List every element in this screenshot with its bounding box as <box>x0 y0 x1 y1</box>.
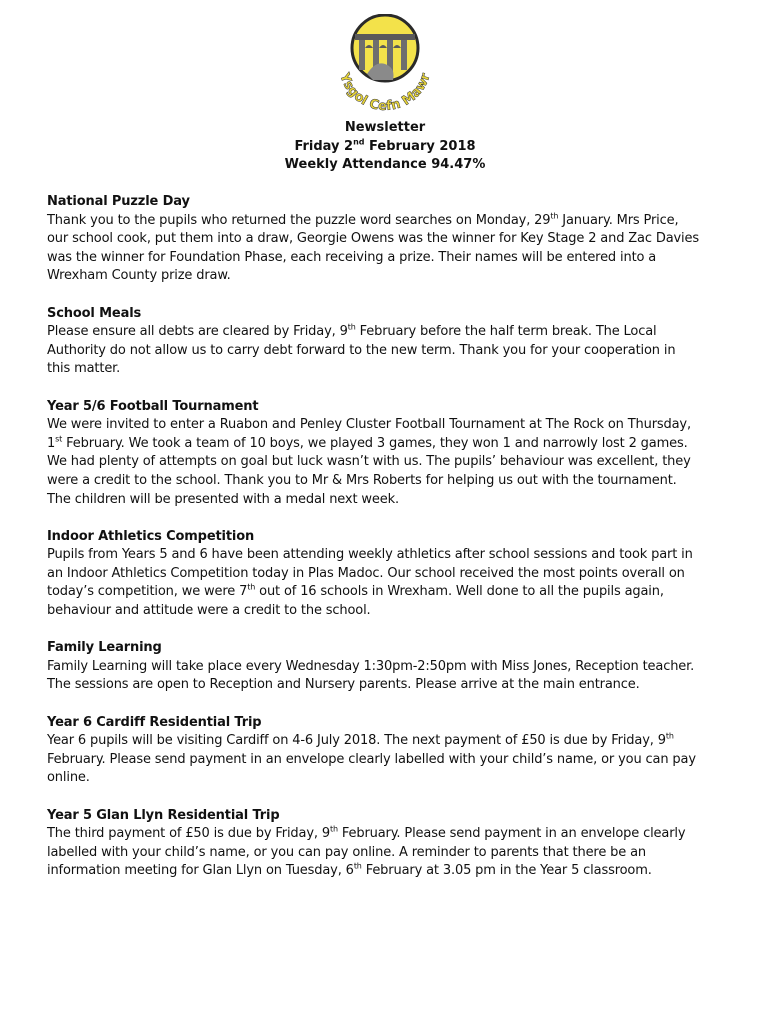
section-title: Year 5/6 Football Tournament <box>47 398 259 414</box>
section-title: Year 5 Glan Llyn Residential Trip <box>47 807 280 823</box>
section-football-tournament <box>47 398 737 510</box>
paragraph-line: The sessions are open to Reception and Nursery parents. Please arrive at the main entrance. <box>47 677 640 693</box>
paragraph-line: We were invited to enter a Ruabon and Penley Cluster Football Tournament at The Rock on Thursday, <box>47 417 691 433</box>
school-logo <box>333 14 437 114</box>
paragraph-line: this matter. <box>47 361 121 377</box>
paragraph-line: an Indoor Athletics Competition today in Plas Madoc. Our school received the most points overall on <box>47 565 685 581</box>
paragraph-line: were a credit to the school. Thank you to Mr & Mrs Roberts for helping us out with the tournament. <box>47 472 677 488</box>
section-indoor-athletics <box>47 528 737 621</box>
section-title: Year 6 Cardiff Residential Trip <box>47 714 262 730</box>
school-logo-icon <box>333 14 437 114</box>
paragraph-line: today’s competition, we were 7th out of 16 schools in Wrexham. Well done to all the pupils again, <box>47 583 664 600</box>
newsletter-body <box>47 193 737 900</box>
paragraph-line: 1st February. We took a team of 10 boys, we played 3 games, they won 1 and narrowly lost 2 games. <box>47 434 688 451</box>
paragraph-line: information meeting for Glan Llyn on Tuesday, 6th February at 3.05 pm in the Year 5 classroom. <box>47 862 652 879</box>
paragraph-line: The third payment of £50 is due by Friday, 9th February. Please send payment in an envelope clearly <box>47 824 686 842</box>
paragraph-line: our school cook, put them into a draw, Georgie Owens was the winner for Key Stage 2 and Zac Davies <box>47 231 699 247</box>
paragraph-line: online. <box>47 770 90 786</box>
section-puzzle-day <box>47 193 737 286</box>
section-cardiff-trip <box>47 714 737 788</box>
paragraph-line: Pupils from Years 5 and 6 have been attending weekly athletics after school sessions and took part in <box>47 547 693 563</box>
paragraph-line: The children will be presented with a medal next week. <box>47 491 399 507</box>
paragraph-line: Family Learning will take place every Wednesday 1:30pm-2:50pm with Miss Jones, Reception teacher. <box>47 658 695 674</box>
section-title: National Puzzle Day <box>47 194 190 209</box>
paragraph-line: Wrexham County prize draw. <box>47 268 231 284</box>
section-title: School Meals <box>47 305 142 321</box>
section-title: Indoor Athletics Competition <box>47 528 255 544</box>
newsletter-header <box>0 119 770 175</box>
section-family-learning <box>47 639 737 695</box>
paragraph-line: Authority do not allow us to carry debt forward to the new term. Thank you for your cooperation in <box>47 342 676 358</box>
section-title: Family Learning <box>47 640 162 656</box>
weekly-attendance: Weekly Attendance 94.47% <box>284 157 486 172</box>
paragraph-line: February. Please send payment in an envelope clearly labelled with your child’s name, or you can pay <box>47 751 696 767</box>
paragraph-line: was the winner for Foundation Phase, each receiving a prize. Their names will be entered into a <box>47 249 657 265</box>
paragraph-line: We had plenty of attempts on goal but luck wasn’t with us. The pupils’ behaviour was excellent, they <box>47 454 691 470</box>
paragraph-line: Please ensure all debts are cleared by Friday, 9th February before the half term break. The Local <box>47 322 657 340</box>
section-school-meals <box>47 305 737 379</box>
newsletter-title: Newsletter <box>344 120 426 135</box>
paragraph-line: behaviour and attitude were a credit to the school. <box>47 603 371 619</box>
paragraph-line: Year 6 pupils will be visiting Cardiff on 4-6 July 2018. The next payment of £50 is due by Friday, 9th <box>47 731 674 749</box>
newsletter-date: Friday 2nd February 2018 <box>294 137 476 154</box>
section-glan-llyn-trip <box>47 807 737 881</box>
logo-text: Ysgol Cefn Mawr <box>336 71 434 114</box>
paragraph-line: Thank you to the pupils who returned the puzzle word searches on Monday, 29th January. Mrs Price, <box>47 211 679 228</box>
paragraph-line: labelled with your child’s name, or you can pay online. A reminder to parents that there be an <box>47 844 647 860</box>
